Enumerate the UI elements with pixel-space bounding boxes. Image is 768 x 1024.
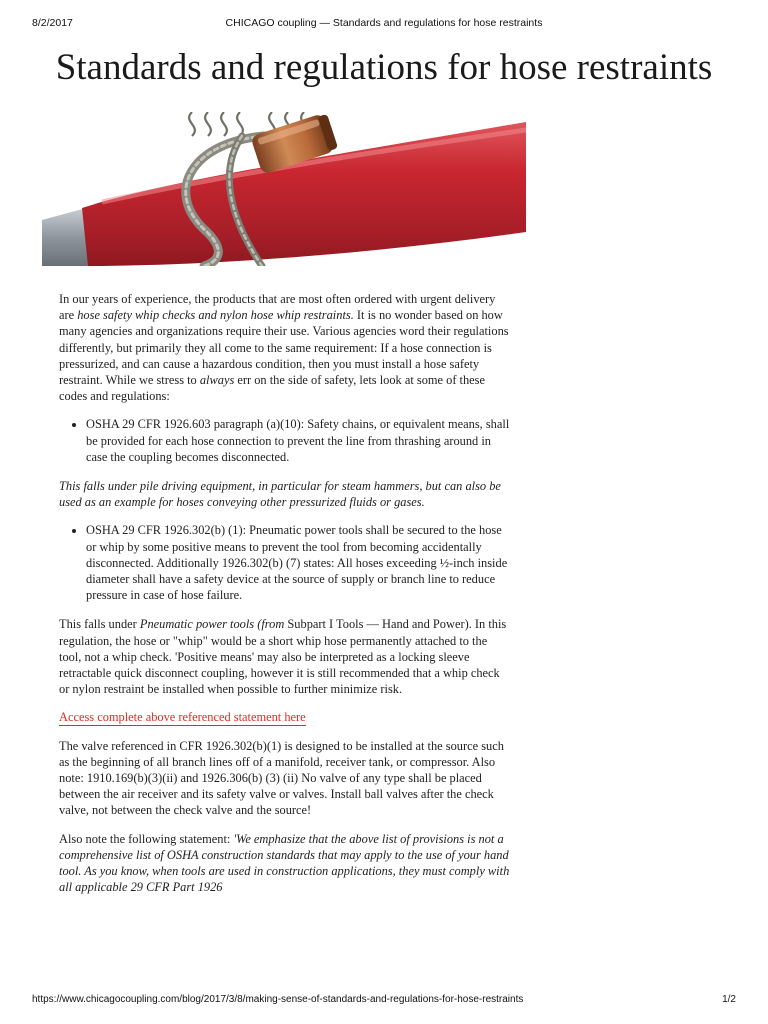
- note-emphasis: This falls under pile driving equipment, in particular for steam hammers, but can also be used as an example for hoses conveying other pressurized fluids or gases.: [59, 479, 501, 510]
- list-item: • OSHA 29 CFR 1926.603 paragraph (a)(10): Safety chains, or equivalent means, shall be provided for each hose connection to prevent the line from thrashing around in case the coupling becomes disconnected.: [86, 416, 511, 465]
- intro-text-cont: It is no wonder based on how many agencies and organizations require their use. Various agencies word their regulations differently, but primarily they all come to the same requirement: If a hose connection is pressurized, and can cause a hazardous condition, then you must install a hose safety restraint. While we stress to: [59, 308, 509, 388]
- print-date: 8/2/2017: [32, 17, 73, 29]
- page-number: 1/2: [722, 994, 736, 1005]
- intro-text: In our years of experience, the products that are most often ordered with urgent delivery are: [59, 292, 496, 323]
- pneumatic-paragraph: [59, 616, 511, 697]
- pneumatic-text-cont: Subpart I Tools — Hand and Power). In this regulation, the hose or "whip" would be a short whip hose permanently attached to the tool, not a whip check. 'Positive means' may also be interpreted as a locking sleeve retractable quick disconnect coupling, however it is still recommended that a whip check or nylon restraint be installed when possible to further minimize risk.: [59, 617, 507, 697]
- statement-emphasis: 'We emphasize that the above list of provisions is not a comprehensive list of OSHA construction standards that may apply to the use of your hand tool. As you know, when tools are used in construction applications, they must comply with all applicable 29 CFR Part 1926: [59, 831, 510, 895]
- valve-paragraph: The valve referenced in CFR 1926.302(b)(1) is designed to be installed at the source such as the beginning of all branch lines off of a manifold, receiver tank, or compressor. Also note: 1910.169(b)(3)(ii) and 1926.306(b) (3) (ii) No valve of any type shall be placed between the air receiver and its safety valve or valves. Install ball valves after the check valve, not between the check valve and the source!: [59, 738, 504, 818]
- link-paragraph: [59, 709, 511, 725]
- regulation-list-1: [59, 416, 511, 465]
- referenced-statement-link[interactable]: Access complete above referenced statement here: [59, 710, 306, 725]
- hero-image: [42, 112, 526, 266]
- print-footer: [32, 994, 736, 1008]
- page-url: https://www.chicagocoupling.com/blog/2017/3/8/making-sense-of-standards-and-regulations-for-hose-restraints: [32, 994, 524, 1005]
- hose-restraint-illustration: [42, 112, 526, 266]
- intro-emphasis: hose safety whip checks and nylon hose whip restraints.: [77, 308, 354, 323]
- note-paragraph: [59, 478, 511, 510]
- print-doc-title: CHICAGO coupling — Standards and regulations for hose restraints: [225, 17, 543, 29]
- article-body: [59, 291, 511, 908]
- statement-paragraph: [59, 831, 511, 896]
- statement-text: Also note the following statement:: [59, 831, 234, 846]
- intro-text-end: err on the side of safety, lets look at some of these codes and regulations:: [59, 373, 486, 404]
- pneumatic-emphasis: Pneumatic power tools (from: [139, 617, 285, 632]
- intro-paragraph: [59, 291, 511, 404]
- page-title: Standards and regulations for hose restraints: [55, 47, 713, 88]
- list-item: • OSHA 29 CFR 1926.302(b) (1): Pneumatic power tools shall be secured to the hose or whip by some positive means to prevent the tool from becoming accidentally disconnected. Additionally 1926.302(b) (7) states: All hoses exceeding ½-inch inside diameter shall have a safety device at the source of supply or branch line to reduce pressure in case of hose failure.: [86, 522, 511, 603]
- print-header: [32, 17, 736, 31]
- pneumatic-text: This falls under: [59, 617, 140, 632]
- always-emphasis: always: [199, 373, 235, 388]
- regulation-list-2: [59, 522, 511, 603]
